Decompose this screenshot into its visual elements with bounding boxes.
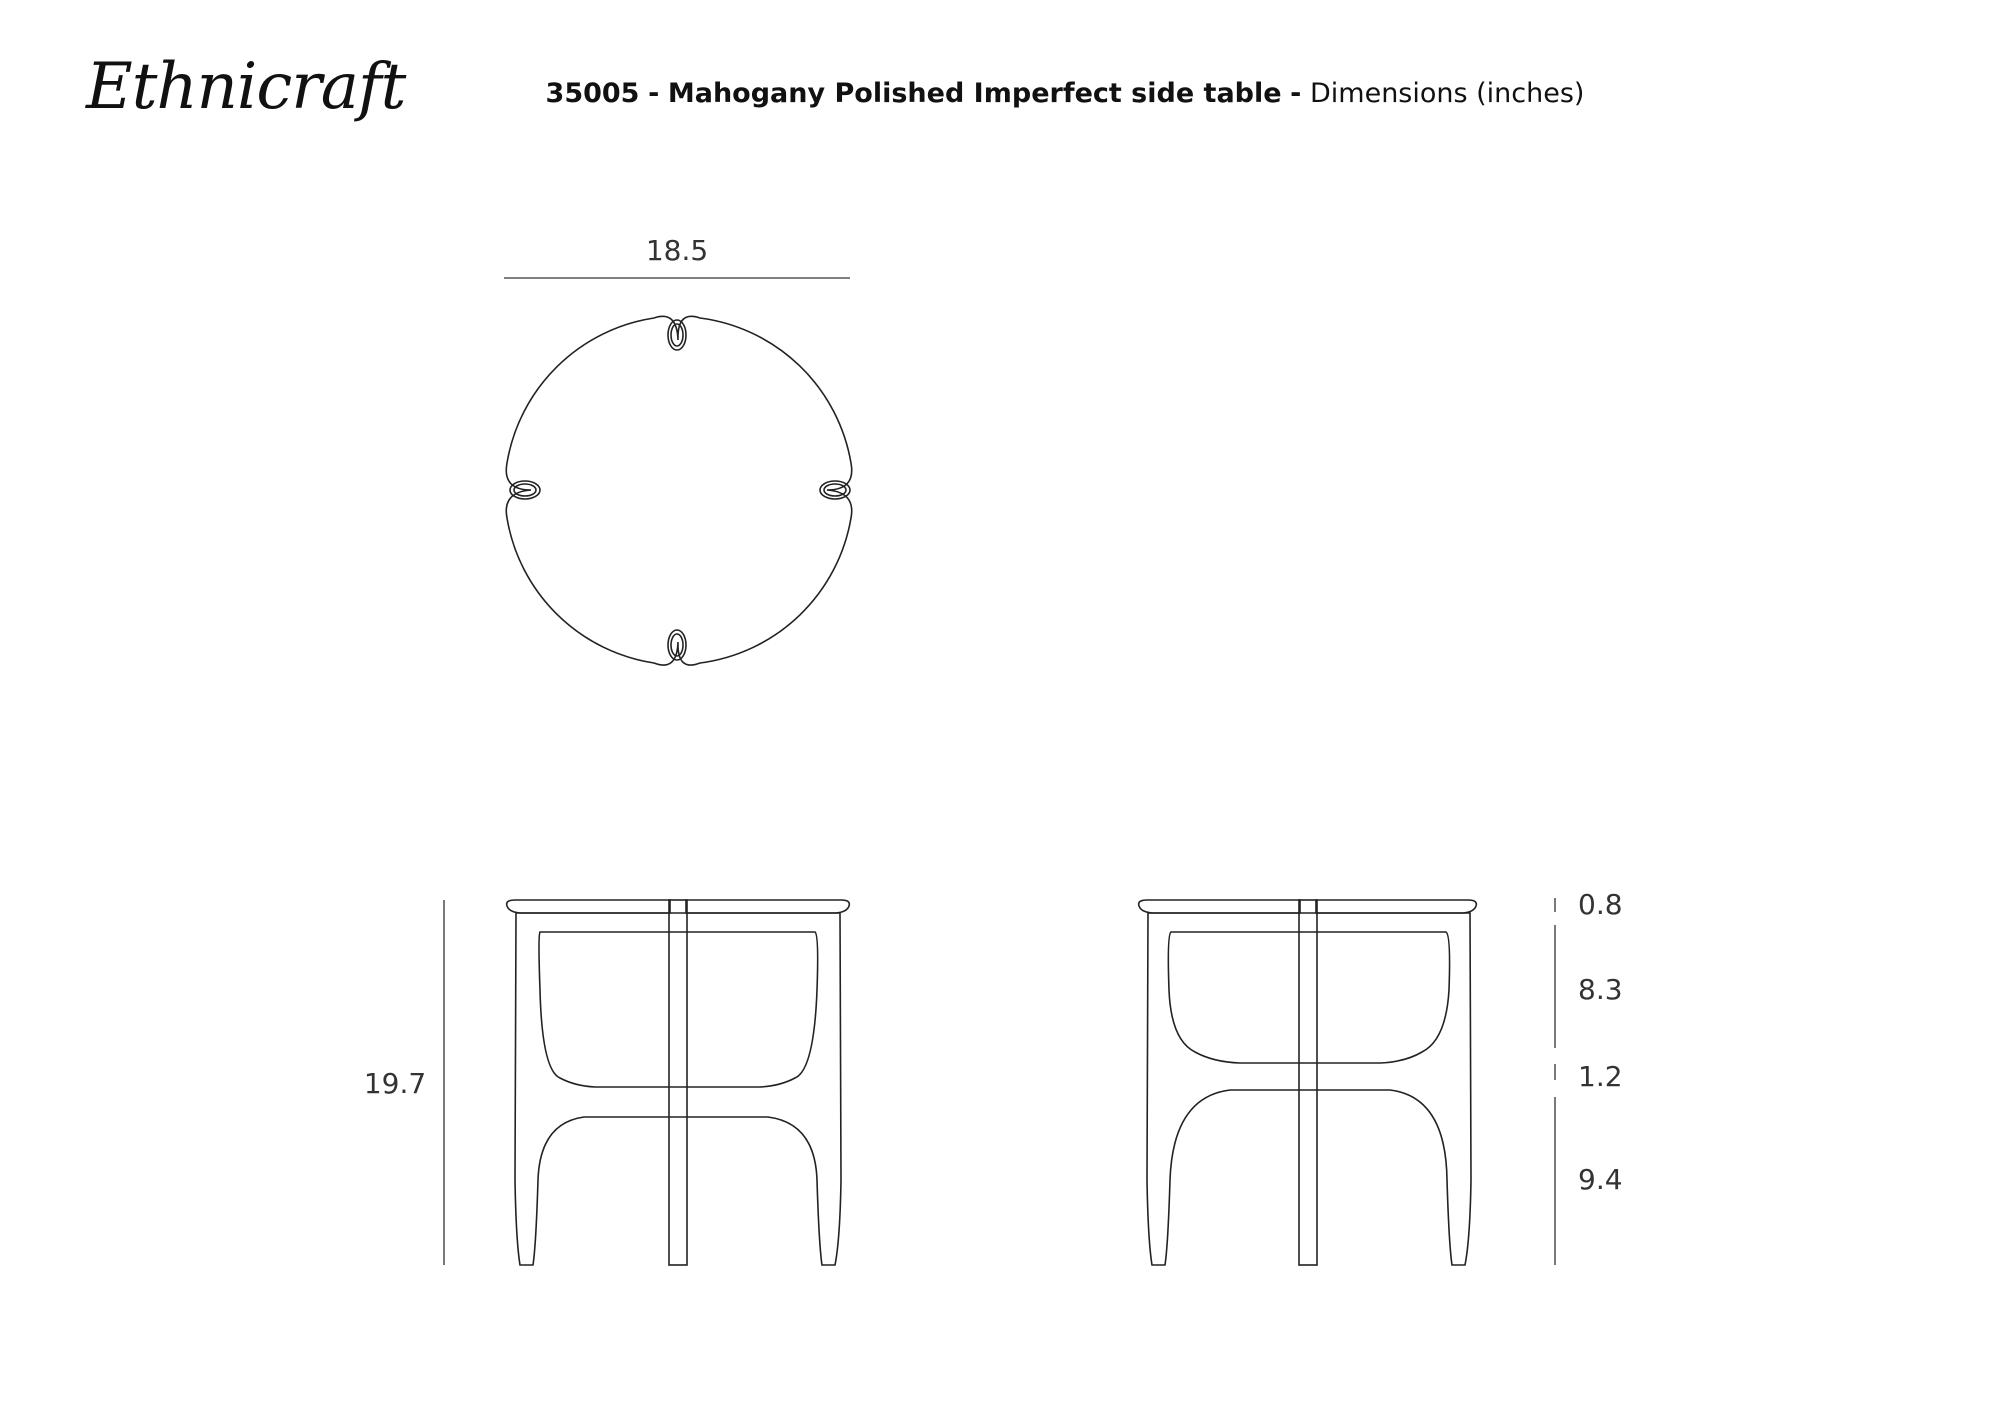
top-view (504, 234, 852, 665)
front-upper-opening (539, 932, 818, 1087)
side-center-leg (1299, 900, 1317, 1265)
tabletop-outline (506, 316, 851, 665)
upper-section-label: 8.3 (1578, 973, 1623, 1006)
front-view (364, 900, 850, 1265)
front-top-left-slab (507, 900, 670, 913)
side-view (1139, 888, 1623, 1265)
product-code: 35005 (545, 78, 640, 109)
side-frame-outline (1147, 913, 1471, 1265)
side-top-right-slab (1316, 900, 1476, 913)
shelf-thickness-label: 1.2 (1578, 1060, 1623, 1093)
side-upper-opening (1168, 932, 1449, 1063)
title-subtitle: Dimensions (inches) (1309, 78, 1585, 109)
front-frame-outline (515, 913, 841, 1265)
front-top-right-slab (686, 900, 849, 913)
front-center-leg (669, 900, 687, 1265)
total-height-label: 19.7 (363, 1067, 427, 1100)
lower-section-label: 9.4 (1578, 1163, 1623, 1196)
side-top-left-slab (1139, 900, 1300, 913)
top-width-label: 18.5 (645, 234, 709, 267)
title-separator: - (648, 78, 660, 109)
brand-logo: Ethnicraft (86, 50, 406, 124)
title-separator-2: - (1290, 78, 1302, 109)
product-name: Mahogany Polished Imperfect side table (667, 78, 1282, 109)
top-thickness-label: 0.8 (1578, 888, 1623, 921)
